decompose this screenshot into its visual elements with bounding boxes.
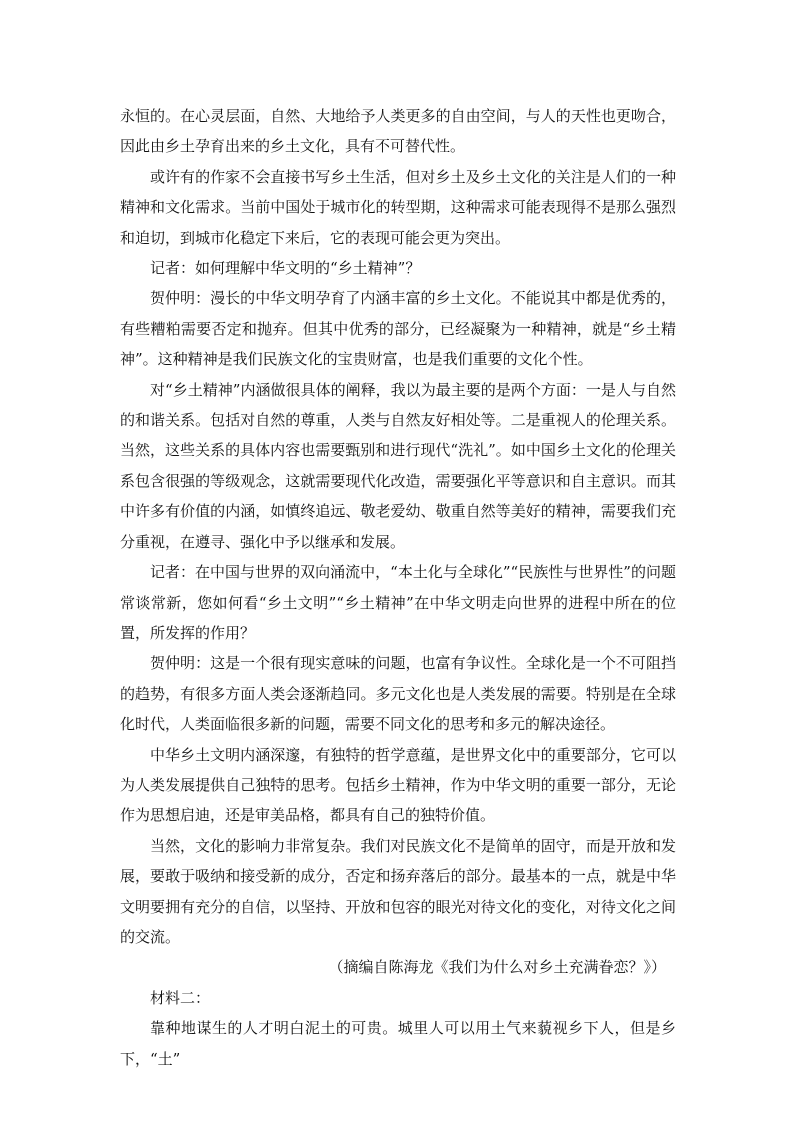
article-body bbox=[120, 101, 676, 1074]
reporter-question-2: 记者：在中国与世界的双向涌流中，“本土化与全球化”“民族性与世界性”的问题常谈常新，您如何看“乡土文明”“乡土精神”在中华文明走向世界的进程中所在的位置，所发挥的作用？ bbox=[120, 563, 676, 642]
paragraph-two-aspects: 对“乡土精神”内涵做很具体的阐释，我以为最主要的是两个方面：一是人与自然的和谐关系。包括对自然的尊重，人类与自然友好相处等。二是重视人的伦理关系。当然，这些关系的具体内容也需要甄别和进行现代“洗礼”。如中国乡土文化的伦理关系包含很强的等级观念，这就需要现代化改造，需要强化平等意识和自主意识。而其中许多有价值的内涵，如慎终追远、敬老爱幼、敬重自然等美好的精神，需要我们充分重视，在遵寻、强化中予以继承和发展。 bbox=[120, 380, 676, 551]
paragraph-cultural-influence: 当然，文化的影响力非常复杂。我们对民族文化不是简单的固守，而是开放和发展，要敢于吸纳和接受新的成分，否定和扬弃落后的部分。最基本的一点，就是中华文明要拥有充分的自信，以坚持、开放和包容的眼光对待文化的变化，对待文化之间的交流。 bbox=[120, 836, 676, 946]
paragraph-chinese-rural-civilization: 中华乡土文明内涵深邃，有独特的哲学意蕴，是世界文化中的重要部分，它可以为人类发展提供自己独特的思考。包括乡土精神，作为中华文明的重要一部分，无论作为思想启迪，还是审美品格，都具有自己的独特价值。 bbox=[120, 745, 676, 825]
paragraph-material-two-start: 靠种地谋生的人才明白泥土的可贵。城里人可以用土气来藐视乡下人，但是乡下，“土” bbox=[120, 1019, 676, 1068]
material-two-heading: 材料二： bbox=[150, 988, 211, 1007]
reporter-question-1: 记者：如何理解中华文明的“乡土精神”？ bbox=[150, 259, 421, 278]
source-citation: （摘编自陈海龙《我们为什么对乡土充满眷恋？》） bbox=[328, 958, 666, 977]
answer-globalization: 贺仲明：这是一个很有现实意味的问题，也富有争议性。全球化是一个不可阻挡的趋势，有很多方面人类会逐渐趋同。多元文化也是人类发展的需要。特别是在全球化时代，人类面临很多新的问题，需要不同文化的思考和多元的解决途径。 bbox=[120, 654, 676, 734]
paragraph-continuation: 永恒的。在心灵层面，自然、大地给予人类更多的自由空间，与人的天性也更吻合，因此由乡土孕育出来的乡土文化，具有不可替代性。 bbox=[120, 107, 676, 156]
answer-rural-spirit: 贺仲明：漫长的中华文明孕育了内涵丰富的乡土文化。不能说其中都是优秀的，有些糟粕需要否定和抛弃。但其中优秀的部分，已经凝聚为一种精神，就是“乡土精神”。这种精神是我们民族文化的宝贵财富，也是我们重要的文化个性。 bbox=[120, 289, 676, 369]
paragraph-writer-concern: 或许有的作家不会直接书写乡土生活，但对乡土及乡土文化的关注是人们的一种精神和文化需求。当前中国处于城市化的转型期，这种需求可能表现得不是那么强烈和迫切，到城市化稳定下来后，它的表现可能会更为突出。 bbox=[120, 167, 676, 247]
